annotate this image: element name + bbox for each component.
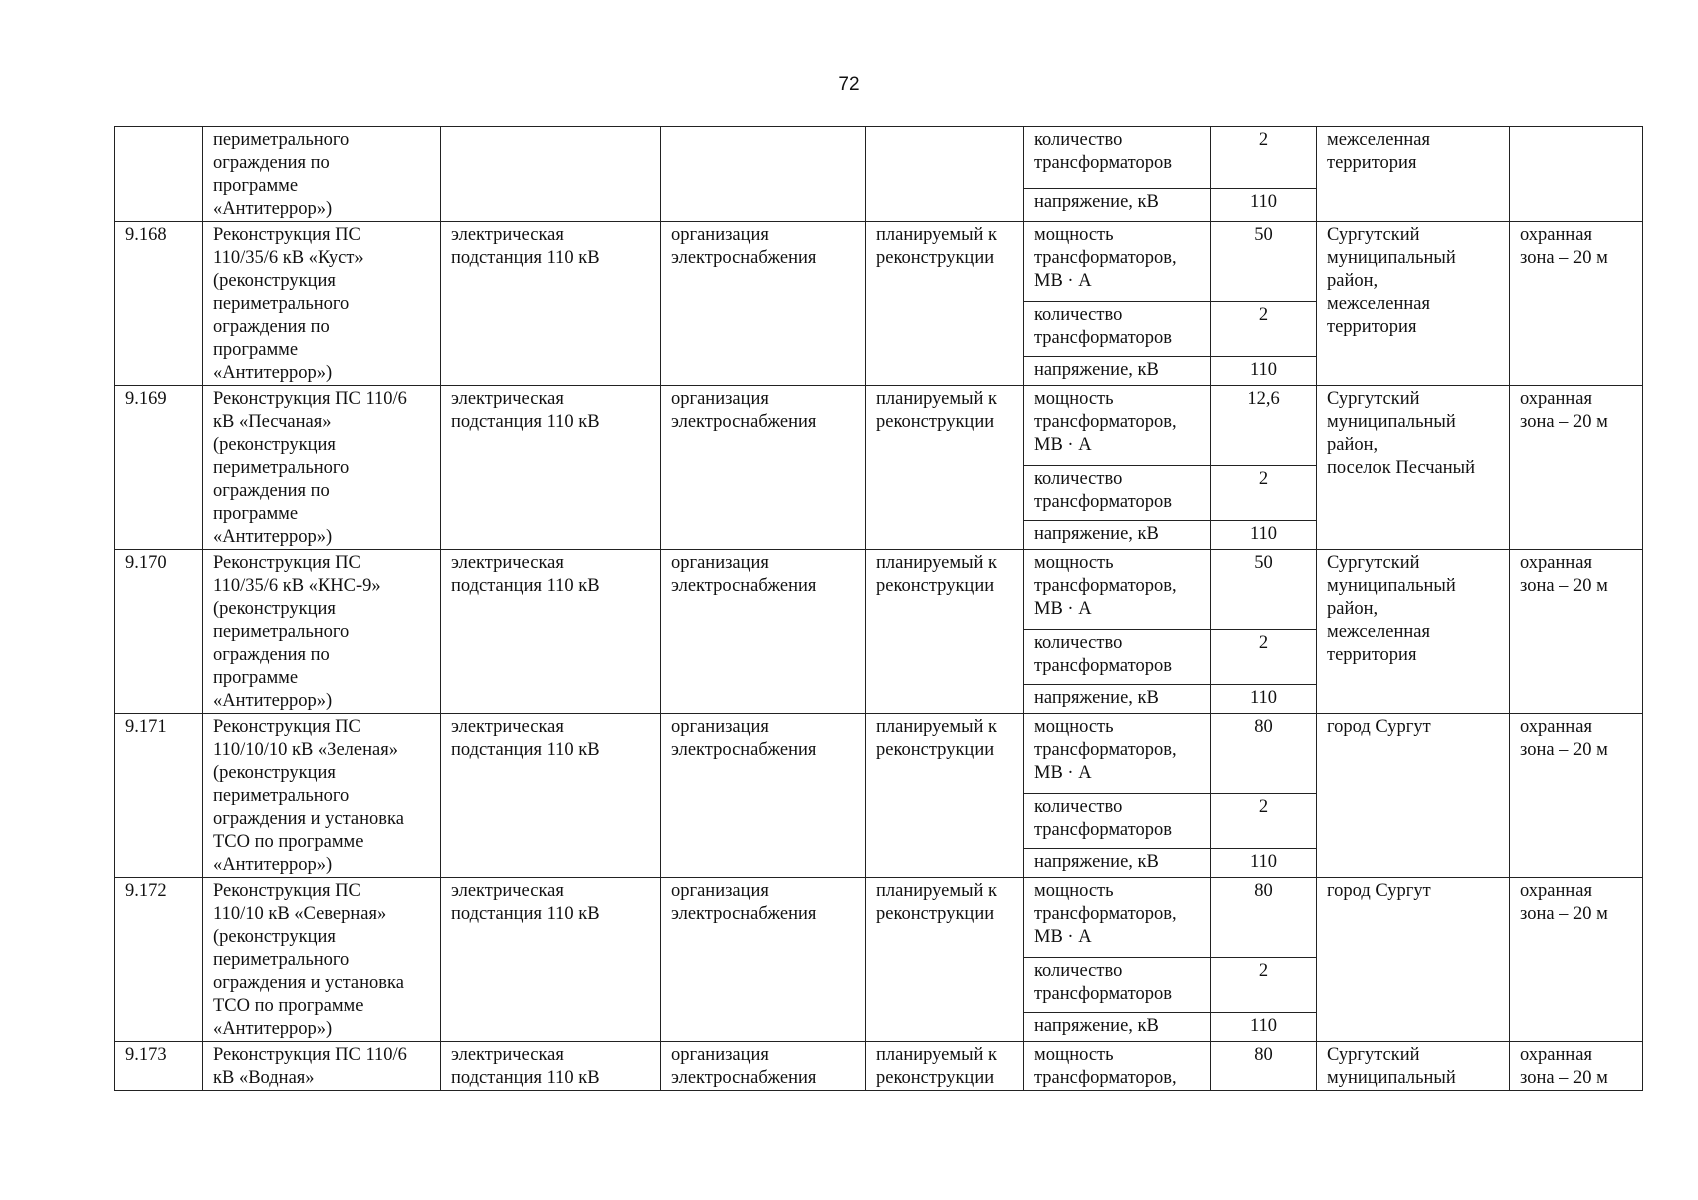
cell-location-line: Сургутский bbox=[1327, 225, 1420, 245]
cell-id-line: 9.172 bbox=[125, 881, 167, 901]
cell-type bbox=[441, 127, 661, 222]
cell-name-line: (реконструкция bbox=[213, 435, 336, 455]
cell-param-name-line: количество bbox=[1034, 633, 1123, 654]
cell-param-name-line: мощность bbox=[1034, 389, 1114, 409]
table-row bbox=[115, 550, 1643, 630]
cell-name-line: ограждения и установка bbox=[213, 973, 404, 993]
cell-location-line: территория bbox=[1327, 317, 1417, 337]
cell-status-line: планируемый к bbox=[876, 553, 998, 573]
cell-zone-line: охранная bbox=[1520, 1045, 1593, 1065]
cell-location bbox=[1317, 550, 1510, 714]
cell-name-line: Реконструкция ПС bbox=[213, 881, 361, 901]
cell-param-value: 12,6 bbox=[1211, 386, 1317, 466]
cell-id-line: 9.168 bbox=[125, 225, 167, 245]
cell-zone bbox=[1510, 222, 1643, 386]
cell-name-line: программе bbox=[213, 668, 299, 688]
cell-param-name-line: напряжение, кВ bbox=[1034, 192, 1159, 213]
cell-purpose bbox=[661, 127, 866, 222]
cell-purpose-line: организация bbox=[671, 553, 769, 573]
cell-name-line: ограждения по bbox=[213, 317, 330, 337]
cell-name-line: «Антитеррор») bbox=[213, 855, 333, 875]
cell-param-value: 80 bbox=[1211, 714, 1317, 794]
cell-name-line: кВ «Водная» bbox=[213, 1068, 315, 1088]
cell-location-line: район, bbox=[1327, 271, 1379, 291]
cell-param-name-line: количество bbox=[1034, 961, 1123, 982]
cell-id bbox=[115, 386, 203, 550]
cell-param-name bbox=[1024, 958, 1211, 1013]
cell-param-name bbox=[1024, 794, 1211, 849]
cell-param-name-line: трансформаторов bbox=[1034, 656, 1172, 677]
cell-status-line: планируемый к bbox=[876, 1045, 998, 1065]
cell-param-name bbox=[1024, 386, 1211, 466]
cell-type-line: электрическая bbox=[451, 389, 564, 409]
cell-param-name-line: количество bbox=[1034, 305, 1123, 326]
cell-param-name-line: трансформаторов, bbox=[1034, 904, 1177, 924]
cell-name-line: ТСО по программе bbox=[213, 832, 364, 852]
cell-type bbox=[441, 222, 661, 386]
cell-param-value: 110 bbox=[1211, 520, 1317, 549]
cell-location bbox=[1317, 222, 1510, 386]
cell-status-line: реконструкции bbox=[876, 1068, 995, 1088]
cell-param-name-line: напряжение, кВ bbox=[1034, 851, 1159, 872]
table-row bbox=[115, 714, 1643, 794]
cell-type bbox=[441, 878, 661, 1042]
cell-param-name bbox=[1024, 714, 1211, 794]
cell-purpose bbox=[661, 714, 866, 878]
cell-zone-line: зона – 20 м bbox=[1520, 904, 1608, 924]
cell-name-line: «Антитеррор») bbox=[213, 527, 333, 547]
cell-name-line: «Антитеррор») bbox=[213, 691, 333, 711]
cell-name-line: Реконструкция ПС 110/6 bbox=[213, 389, 407, 409]
cell-name-line: 110/35/6 кВ «КНС-9» bbox=[213, 576, 381, 596]
cell-name-line: периметрального bbox=[213, 786, 350, 806]
cell-location-line: территория bbox=[1327, 153, 1417, 173]
cell-status-line: реконструкции bbox=[876, 248, 995, 268]
cell-location-line: Сургутский bbox=[1327, 553, 1420, 573]
cell-param-name-line: трансформаторов bbox=[1034, 984, 1172, 1005]
cell-zone-line: охранная bbox=[1520, 717, 1593, 737]
cell-purpose-line: электроснабжения bbox=[671, 576, 817, 596]
cell-param-value: 2 bbox=[1211, 127, 1317, 189]
cell-type bbox=[441, 1042, 661, 1091]
cell-name-line: «Антитеррор») bbox=[213, 1019, 333, 1039]
cell-purpose bbox=[661, 222, 866, 386]
cell-location-line: межселенная bbox=[1327, 130, 1430, 150]
cell-purpose bbox=[661, 878, 866, 1042]
cell-type-line: подстанция 110 кВ bbox=[451, 1068, 600, 1088]
cell-param-name bbox=[1024, 848, 1211, 877]
cell-zone bbox=[1510, 127, 1643, 222]
cell-name-line: Реконструкция ПС 110/6 bbox=[213, 1045, 407, 1065]
cell-param-value: 110 bbox=[1211, 1012, 1317, 1041]
cell-zone bbox=[1510, 714, 1643, 878]
cell-param-value: 80 bbox=[1211, 878, 1317, 958]
cell-status-line: реконструкции bbox=[876, 576, 995, 596]
cell-param-name-line: трансформаторов bbox=[1034, 820, 1172, 841]
cell-param-name-line: напряжение, кВ bbox=[1034, 1015, 1159, 1036]
cell-name-line: программе bbox=[213, 340, 299, 360]
cell-id bbox=[115, 222, 203, 386]
cell-purpose bbox=[661, 550, 866, 714]
cell-param-name bbox=[1024, 1042, 1211, 1091]
cell-status bbox=[866, 714, 1024, 878]
cell-location-line: муниципальный bbox=[1327, 248, 1456, 268]
cell-param-name bbox=[1024, 222, 1211, 302]
cell-zone-line: зона – 20 м bbox=[1520, 576, 1608, 596]
cell-param-name-line: количество bbox=[1034, 797, 1123, 818]
cell-type-line: электрическая bbox=[451, 225, 564, 245]
cell-id-line: 9.170 bbox=[125, 553, 167, 573]
cell-param-name-line: мощность bbox=[1034, 225, 1114, 245]
cell-name-line: 110/35/6 кВ «Куст» bbox=[213, 248, 364, 268]
cell-type-line: подстанция 110 кВ bbox=[451, 740, 600, 760]
cell-location bbox=[1317, 878, 1510, 1042]
cell-param-name-line: трансформаторов bbox=[1034, 153, 1172, 173]
cell-name bbox=[203, 127, 441, 222]
cell-param-name bbox=[1024, 1012, 1211, 1041]
cell-name-line: «Антитеррор») bbox=[213, 199, 333, 219]
cell-location bbox=[1317, 127, 1510, 222]
table-row bbox=[115, 222, 1643, 302]
cell-status-line: планируемый к bbox=[876, 225, 998, 245]
cell-param-value: 110 bbox=[1211, 356, 1317, 385]
objects-table bbox=[114, 126, 1643, 1091]
cell-name-line: ограждения и установка bbox=[213, 809, 404, 829]
cell-location-line: межселенная bbox=[1327, 294, 1430, 314]
cell-purpose bbox=[661, 386, 866, 550]
cell-status bbox=[866, 878, 1024, 1042]
cell-type-line: электрическая bbox=[451, 553, 564, 573]
cell-status-line: планируемый к bbox=[876, 881, 998, 901]
cell-param-name bbox=[1024, 630, 1211, 685]
cell-purpose-line: организация bbox=[671, 1045, 769, 1065]
cell-status bbox=[866, 386, 1024, 550]
cell-name-line: ограждения по bbox=[213, 481, 330, 501]
cell-zone-line: охранная bbox=[1520, 553, 1593, 573]
cell-purpose-line: организация bbox=[671, 881, 769, 901]
cell-param-name bbox=[1024, 684, 1211, 713]
cell-id bbox=[115, 1042, 203, 1091]
cell-location-line: межселенная bbox=[1327, 622, 1430, 642]
cell-zone-line: зона – 20 м bbox=[1520, 412, 1608, 432]
cell-param-name-line: трансформаторов bbox=[1034, 328, 1172, 349]
cell-purpose-line: организация bbox=[671, 225, 769, 245]
cell-status-line: реконструкции bbox=[876, 412, 995, 432]
table-row bbox=[115, 127, 1643, 189]
cell-name bbox=[203, 714, 441, 878]
cell-location-line: город Сургут bbox=[1327, 717, 1431, 737]
cell-name-line: 110/10/10 кВ «Зеленая» bbox=[213, 740, 398, 760]
cell-type bbox=[441, 386, 661, 550]
cell-param-name bbox=[1024, 189, 1211, 222]
cell-type-line: подстанция 110 кВ bbox=[451, 248, 600, 268]
cell-param-name-line: трансформаторов, bbox=[1034, 576, 1177, 596]
cell-id-line: 9.171 bbox=[125, 717, 167, 737]
cell-id-line: 9.169 bbox=[125, 389, 167, 409]
cell-name-line: (реконструкция bbox=[213, 599, 336, 619]
cell-zone-line: зона – 20 м bbox=[1520, 1068, 1608, 1088]
cell-name-line: «Антитеррор») bbox=[213, 363, 333, 383]
cell-name-line: программе bbox=[213, 504, 299, 524]
cell-name-line: ТСО по программе bbox=[213, 996, 364, 1016]
cell-status-line: реконструкции bbox=[876, 740, 995, 760]
cell-zone bbox=[1510, 1042, 1643, 1091]
cell-location-line: Сургутский bbox=[1327, 389, 1420, 409]
cell-zone-line: зона – 20 м bbox=[1520, 248, 1608, 268]
cell-name-line: (реконструкция bbox=[213, 271, 336, 291]
cell-id bbox=[115, 878, 203, 1042]
cell-zone bbox=[1510, 386, 1643, 550]
cell-name bbox=[203, 386, 441, 550]
cell-name-line: Реконструкция ПС bbox=[213, 553, 361, 573]
cell-param-name-line: напряжение, кВ bbox=[1034, 523, 1159, 544]
cell-id bbox=[115, 127, 203, 222]
cell-param-name bbox=[1024, 878, 1211, 958]
cell-type-line: электрическая bbox=[451, 1045, 564, 1065]
cell-location-line: город Сургут bbox=[1327, 881, 1431, 901]
cell-purpose-line: электроснабжения bbox=[671, 904, 817, 924]
cell-purpose-line: электроснабжения bbox=[671, 412, 817, 432]
cell-param-value: 80 bbox=[1211, 1042, 1317, 1091]
cell-param-name-line: мощность bbox=[1034, 553, 1114, 573]
cell-name bbox=[203, 1042, 441, 1091]
cell-zone-line: охранная bbox=[1520, 225, 1593, 245]
cell-status bbox=[866, 127, 1024, 222]
cell-name-line: кВ «Песчаная» bbox=[213, 412, 332, 432]
cell-param-value: 2 bbox=[1211, 302, 1317, 357]
cell-status bbox=[866, 1042, 1024, 1091]
cell-param-name bbox=[1024, 127, 1211, 189]
cell-id-line: 9.173 bbox=[125, 1045, 167, 1065]
cell-id bbox=[115, 550, 203, 714]
cell-name-line: периметрального bbox=[213, 294, 350, 314]
cell-param-name-line: напряжение, кВ bbox=[1034, 687, 1159, 708]
cell-param-name-line: мощность bbox=[1034, 717, 1114, 737]
table-body bbox=[115, 127, 1643, 1091]
cell-param-value: 110 bbox=[1211, 848, 1317, 877]
cell-param-name bbox=[1024, 520, 1211, 549]
cell-param-value: 110 bbox=[1211, 684, 1317, 713]
cell-param-name-line: количество bbox=[1034, 469, 1123, 490]
cell-location-line: поселок Песчаный bbox=[1327, 458, 1475, 478]
cell-param-value: 2 bbox=[1211, 466, 1317, 521]
cell-type bbox=[441, 714, 661, 878]
cell-zone bbox=[1510, 550, 1643, 714]
cell-param-name-line: МВ · А bbox=[1034, 763, 1092, 783]
page-number: 72 bbox=[838, 74, 860, 95]
cell-name-line: периметрального bbox=[213, 622, 350, 642]
cell-name-line: ограждения по bbox=[213, 645, 330, 665]
cell-type-line: подстанция 110 кВ bbox=[451, 412, 600, 432]
cell-name-line: периметрального bbox=[213, 130, 350, 150]
cell-param-name-line: количество bbox=[1034, 130, 1123, 150]
cell-name-line: Реконструкция ПС bbox=[213, 717, 361, 737]
cell-location-line: район, bbox=[1327, 435, 1379, 455]
cell-location-line: муниципальный bbox=[1327, 1068, 1456, 1088]
cell-name bbox=[203, 222, 441, 386]
table-row bbox=[115, 386, 1643, 466]
cell-status-line: планируемый к bbox=[876, 717, 998, 737]
cell-param-name-line: напряжение, кВ bbox=[1034, 359, 1159, 380]
cell-param-name bbox=[1024, 356, 1211, 385]
cell-type-line: электрическая bbox=[451, 881, 564, 901]
cell-zone-line: охранная bbox=[1520, 881, 1593, 901]
cell-param-name-line: трансформаторов bbox=[1034, 492, 1172, 513]
cell-purpose-line: электроснабжения bbox=[671, 1068, 817, 1088]
cell-location-line: территория bbox=[1327, 645, 1417, 665]
cell-param-name-line: МВ · А bbox=[1034, 435, 1092, 455]
cell-name-line: 110/10 кВ «Северная» bbox=[213, 904, 387, 924]
cell-param-value: 2 bbox=[1211, 958, 1317, 1013]
cell-location-line: Сургутский bbox=[1327, 1045, 1420, 1065]
cell-param-name-line: МВ · А bbox=[1034, 599, 1092, 619]
cell-name-line: (реконструкция bbox=[213, 763, 336, 783]
cell-location-line: район, bbox=[1327, 599, 1379, 619]
cell-param-name-line: трансформаторов, bbox=[1034, 1068, 1177, 1088]
cell-param-name-line: мощность bbox=[1034, 1045, 1114, 1065]
cell-type-line: электрическая bbox=[451, 717, 564, 737]
cell-param-name bbox=[1024, 302, 1211, 357]
cell-status-line: планируемый к bbox=[876, 389, 998, 409]
cell-purpose-line: электроснабжения bbox=[671, 248, 817, 268]
cell-location-line: муниципальный bbox=[1327, 576, 1456, 596]
cell-zone-line: зона – 20 м bbox=[1520, 740, 1608, 760]
cell-name-line: периметрального bbox=[213, 950, 350, 970]
cell-name bbox=[203, 878, 441, 1042]
cell-type-line: подстанция 110 кВ bbox=[451, 904, 600, 924]
cell-param-name-line: трансформаторов, bbox=[1034, 740, 1177, 760]
cell-purpose bbox=[661, 1042, 866, 1091]
cell-param-value: 2 bbox=[1211, 794, 1317, 849]
cell-purpose-line: организация bbox=[671, 389, 769, 409]
cell-location bbox=[1317, 714, 1510, 878]
table-row bbox=[115, 1042, 1643, 1091]
cell-name-line: (реконструкция bbox=[213, 927, 336, 947]
cell-zone bbox=[1510, 878, 1643, 1042]
cell-param-name-line: МВ · А bbox=[1034, 271, 1092, 291]
table-row bbox=[115, 878, 1643, 958]
cell-name-line: программе bbox=[213, 176, 299, 196]
cell-name-line: периметрального bbox=[213, 458, 350, 478]
cell-param-name-line: МВ · А bbox=[1034, 927, 1092, 947]
cell-location bbox=[1317, 386, 1510, 550]
cell-type bbox=[441, 550, 661, 714]
cell-zone-line: охранная bbox=[1520, 389, 1593, 409]
cell-param-name bbox=[1024, 466, 1211, 521]
cell-location bbox=[1317, 1042, 1510, 1091]
cell-name-line: ограждения по bbox=[213, 153, 330, 173]
cell-param-name-line: трансформаторов, bbox=[1034, 412, 1177, 432]
cell-purpose-line: электроснабжения bbox=[671, 740, 817, 760]
cell-param-name-line: трансформаторов, bbox=[1034, 248, 1177, 268]
cell-status bbox=[866, 222, 1024, 386]
cell-location-line: муниципальный bbox=[1327, 412, 1456, 432]
cell-purpose-line: организация bbox=[671, 717, 769, 737]
cell-status bbox=[866, 550, 1024, 714]
cell-param-value: 110 bbox=[1211, 189, 1317, 222]
cell-param-value: 50 bbox=[1211, 550, 1317, 630]
cell-param-name bbox=[1024, 550, 1211, 630]
cell-type-line: подстанция 110 кВ bbox=[451, 576, 600, 596]
cell-name bbox=[203, 550, 441, 714]
cell-param-name-line: мощность bbox=[1034, 881, 1114, 901]
cell-param-value: 50 bbox=[1211, 222, 1317, 302]
cell-status-line: реконструкции bbox=[876, 904, 995, 924]
cell-id bbox=[115, 714, 203, 878]
cell-param-value: 2 bbox=[1211, 630, 1317, 685]
cell-name-line: Реконструкция ПС bbox=[213, 225, 361, 245]
